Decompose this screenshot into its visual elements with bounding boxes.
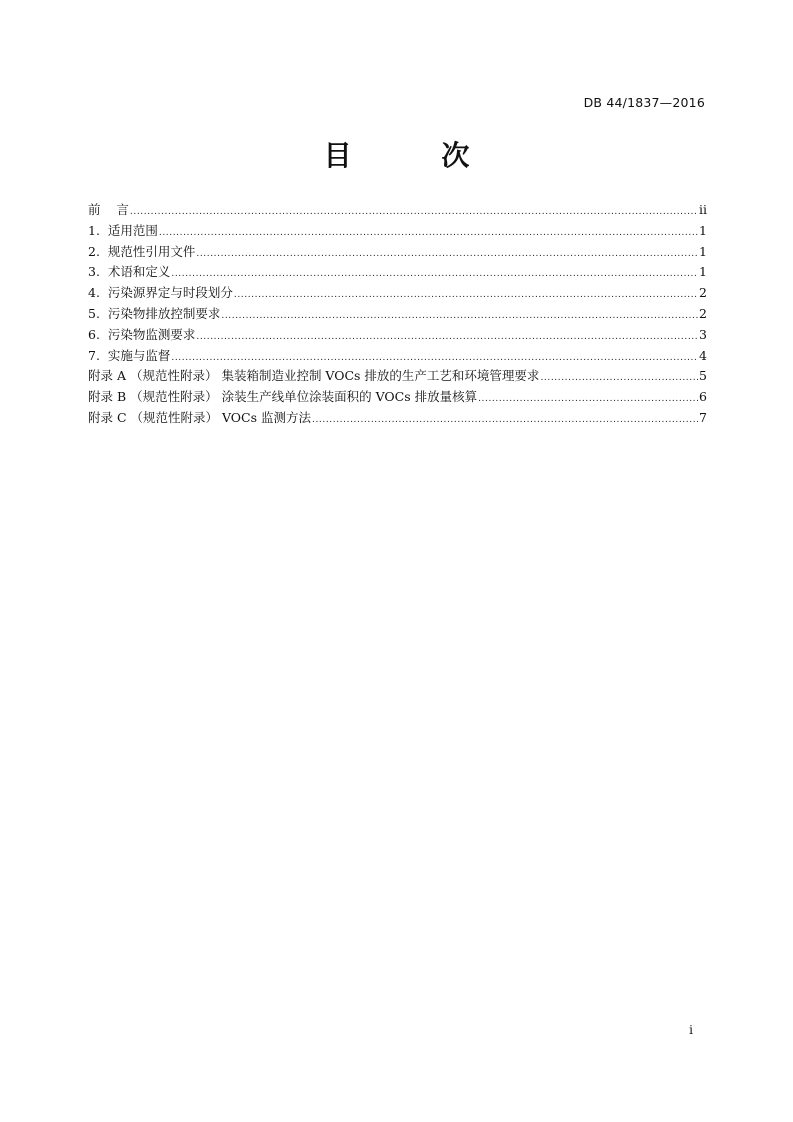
page-number: i	[689, 1023, 693, 1037]
toc-entry-label: 附录 B （规范性附录） 涂装生产线单位涂装面积的 VOCs 排放量核算	[88, 389, 478, 405]
toc-entry-label: 1. 适用范围	[88, 222, 158, 238]
toc-entry-page: 3	[699, 326, 707, 342]
document-code: DB 44/1837—2016	[583, 95, 705, 110]
toc-entry-terms-definitions[interactable]	[88, 262, 707, 283]
toc-entry-page: 1	[699, 222, 707, 238]
toc-dot-leader	[312, 408, 698, 431]
table-of-contents	[88, 200, 707, 429]
toc-entry-normative-references[interactable]	[88, 242, 707, 263]
toc-entry-monitoring[interactable]	[88, 325, 707, 346]
toc-entry-page: 2	[699, 305, 707, 321]
toc-dot-leader	[171, 346, 698, 369]
toc-entry-emission-control[interactable]	[88, 304, 707, 325]
toc-entry-implementation[interactable]	[88, 346, 707, 367]
toc-dot-leader	[196, 325, 698, 348]
toc-entry-appendix-a[interactable]	[88, 366, 707, 387]
toc-entry-label: 附录 A （规范性附录） 集装箱制造业控制 VOCs 排放的生产工艺和环境管理要求	[88, 368, 540, 384]
toc-entry-page: 5	[699, 368, 707, 384]
toc-dot-leader	[196, 242, 698, 265]
toc-entry-label: 2. 规范性引用文件	[88, 243, 196, 259]
toc-entry-appendix-b[interactable]	[88, 387, 707, 408]
toc-dot-leader	[130, 200, 698, 223]
toc-entry-page: 7	[699, 409, 707, 425]
toc-title: 目 次	[323, 139, 510, 172]
toc-entry-page: ii	[699, 202, 707, 217]
toc-entry-label: 6. 污染物监测要求	[88, 326, 196, 342]
toc-entry-label: 7. 实施与监督	[88, 347, 171, 363]
toc-entry-scope[interactable]	[88, 221, 707, 242]
toc-entry-appendix-c[interactable]	[88, 408, 707, 429]
toc-dot-leader	[478, 387, 698, 410]
toc-entry-page: 6	[699, 389, 707, 405]
toc-entry-page: 4	[699, 347, 707, 363]
toc-entry-label: 4. 污染源界定与时段划分	[88, 285, 233, 301]
toc-entry-label: 5. 污染物排放控制要求	[88, 305, 221, 321]
toc-dot-leader	[159, 221, 698, 244]
toc-entry-page: 1	[699, 264, 707, 280]
toc-dot-leader	[171, 262, 698, 285]
toc-entry-label: 附录 C （规范性附录） VOCs 监测方法	[88, 409, 311, 425]
toc-entry-page: 1	[699, 243, 707, 259]
toc-entry-source-definition[interactable]	[88, 283, 707, 304]
toc-entry-label: 前 言	[88, 202, 129, 217]
toc-entry-label: 3. 术语和定义	[88, 264, 171, 280]
toc-dot-leader	[540, 366, 698, 389]
toc-dot-leader	[221, 304, 698, 327]
toc-entry-preface[interactable]	[88, 200, 707, 221]
toc-entry-page: 2	[699, 285, 707, 301]
toc-dot-leader	[234, 283, 698, 306]
